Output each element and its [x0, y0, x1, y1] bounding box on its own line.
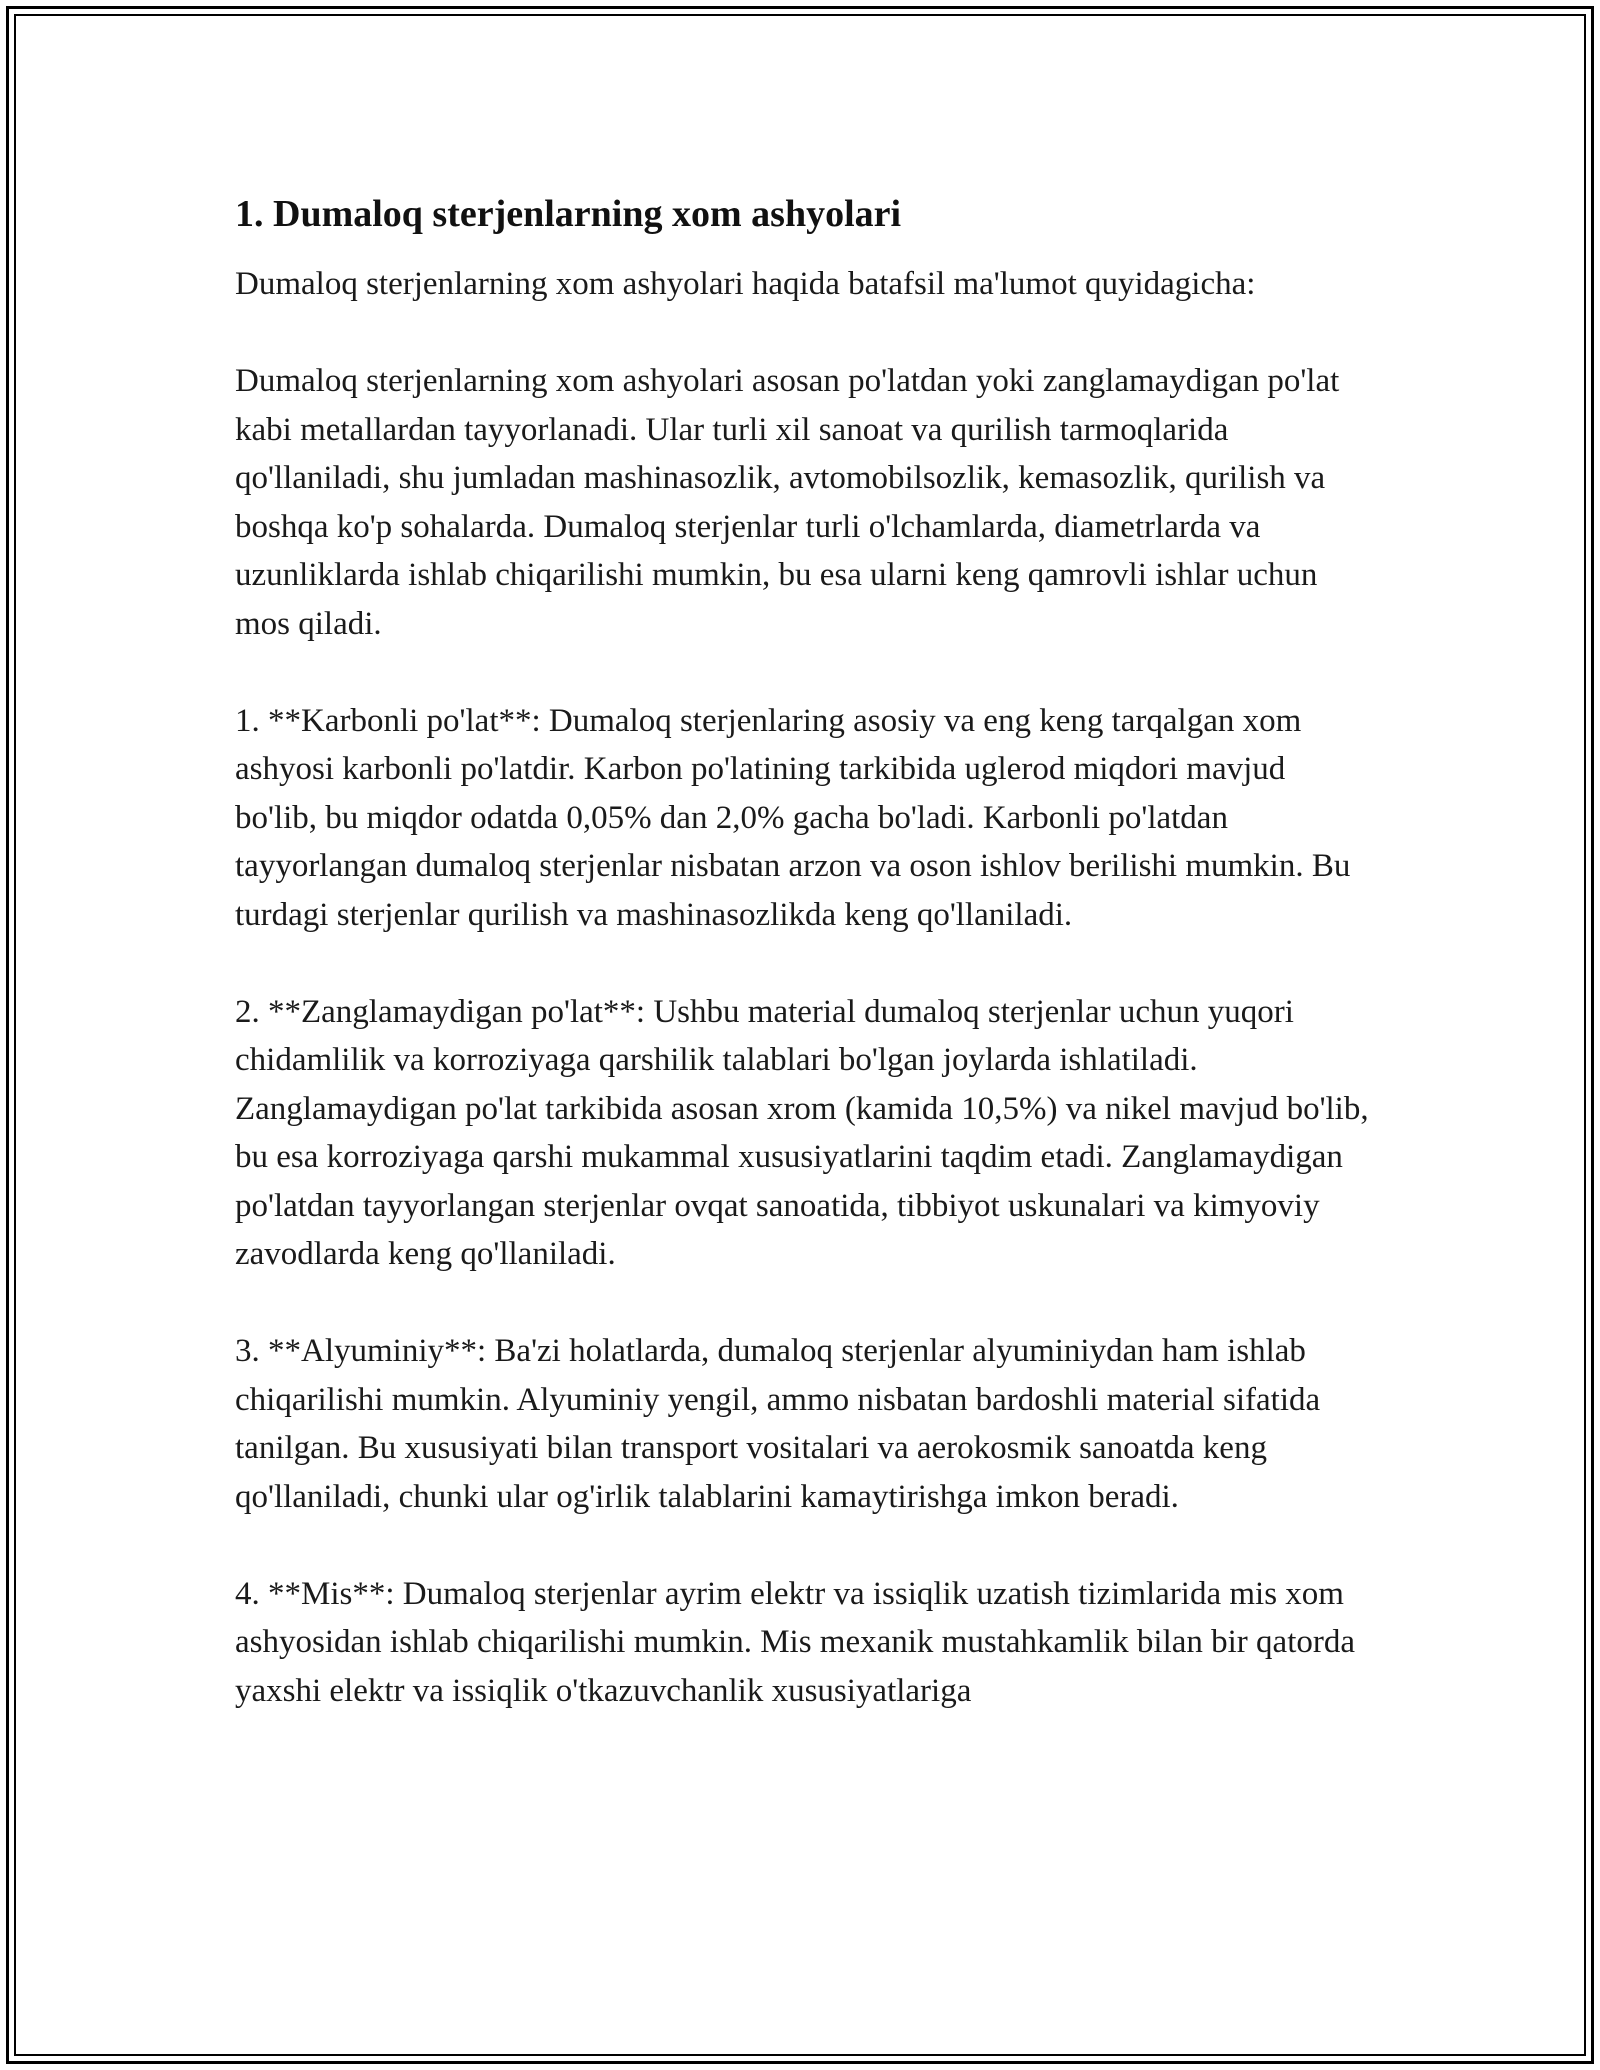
aluminium-paragraph: 3. **Alyuminiy**: Ba'zi holatlarda, dumaloq sterjenlar alyuminiydan ham ishlab chiqarilishi mumkin. Alyuminiy yengil, ammo nisbatan bardoshli material sifatida tanilgan. Bu xususiyati bilan transport vositalari va aerokosmik sanoatda keng qo'llaniladi, chunki ular og'irlik talablarini kamaytirishga imkon beradi.	[235, 1333, 1321, 1515]
document-body	[235, 186, 1375, 1715]
document-title: 1. Dumaloq sterjenlarning xom ashyolari	[235, 193, 902, 235]
overview-paragraph: Dumaloq sterjenlarning xom ashyolari asosan po'latdan yoki zanglamaydigan po'lat kabi metallardan tayyorlanadi. Ular turli xil sanoat va qurilish tarmoqlarida qo'llaniladi, shu jumladan mashinasozlik, avtomobilsozlik, kemasozlik, qurilish va boshqa ko'p sohalarda. Dumaloq sterjenlar turli o'lchamlarda, diametrlarda va uzunliklarda ishlab chiqarilishi mumkin, bu esa ularni keng qamrovli ishlar uchun mos qiladi.	[235, 363, 1340, 642]
copper-paragraph: 4. **Mis**: Dumaloq sterjenlar ayrim elektr va issiqlik uzatish tizimlarida mis xom ashyosidan ishlab chiqarilishi mumkin. Mis mexanik mustahkamlik bilan bir qatorda yaxshi elektr va issiqlik o'tkazuvchanlik xususiyatlariga	[235, 1575, 1356, 1709]
stainless-steel-paragraph: 2. **Zanglamaydigan po'lat**: Ushbu material dumaloq sterjenlar uchun yuqori chidamlilik va korroziyaga qarshilik talablari bo'lgan joylarda ishlatiladi. Zanglamaydigan po'lat tarkibida asosan xrom (kamida 10,5%) va nikel mavjud bo'lib, bu esa korroziyaga qarshi mukammal xususiyatlarini taqdim etadi. Zanglamaydigan po'latdan tayyorlangan sterjenlar ovqat sanoatida, tibbiyot uskunalari va kimyoviy zavodlarda keng qo'llaniladi.	[235, 993, 1369, 1272]
intro-paragraph: Dumaloq sterjenlarning xom ashyolari haqida batafsil ma'lumot quyidagicha:	[235, 266, 1256, 302]
carbon-steel-paragraph: 1. **Karbonli po'lat**: Dumaloq sterjenlaring asosiy va eng keng tarqalgan xom ashyosi karbonli po'latdir. Karbon po'latining tarkibida uglerod miqdori mavjud bo'lib, bu miqdor odatda 0,05% dan 2,0% gacha bo'ladi. Karbonli po'latdan tayyorlangan dumaloq sterjenlar nisbatan arzon va oson ishlov berilishi mumkin. Bu turdagi sterjenlar qurilish va mashinasozlikda keng qo'llaniladi.	[235, 702, 1351, 933]
